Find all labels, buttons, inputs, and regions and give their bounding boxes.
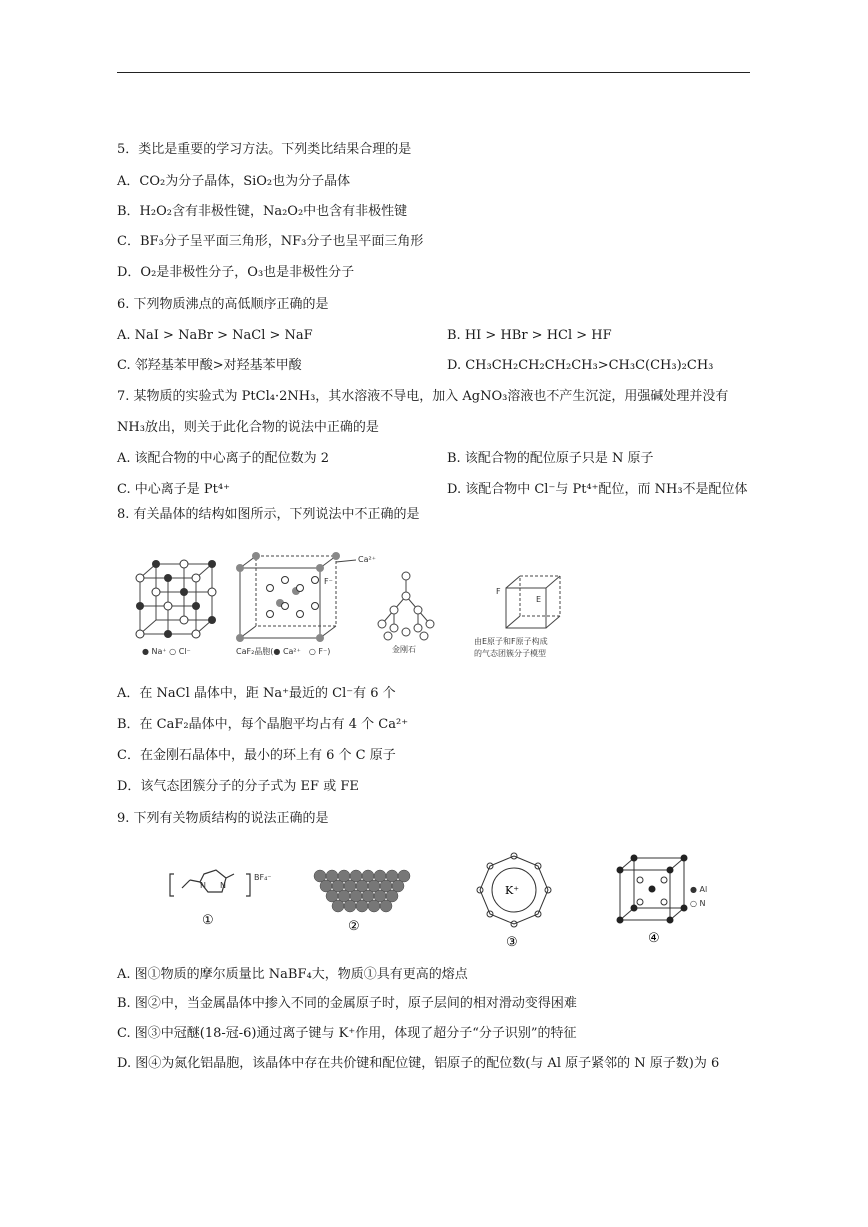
n-right-label: N	[220, 881, 226, 890]
fig1-number: ①	[202, 913, 214, 928]
q6-option-b[interactable]: B. HI > HBr > HCl > HF	[447, 328, 612, 343]
q7-stem-line2: NH₃放出，则关于此化合物的说法中正确的是	[117, 420, 379, 435]
q8-option-c[interactable]: C．在金刚石晶体中，最小的环上有 6 个 C 原子	[117, 748, 396, 763]
ef-caption-line1: 由E原子和F原子构成	[474, 637, 548, 646]
f-label: F⁻	[324, 577, 333, 586]
k-ion-label: K⁺	[505, 884, 520, 897]
q7-option-d[interactable]: D. 该配合物中 Cl⁻与 Pt⁴⁺配位，而 NH₃不是配位体	[447, 482, 748, 497]
q9-option-a[interactable]: A. 图①物质的摩尔质量比 NaBF₄大，物质①具有更高的熔点	[117, 967, 468, 982]
ef-caption-line2: 的气态团簇分子模型	[474, 649, 546, 658]
q9-option-b[interactable]: B. 图②中，当金属晶体中掺入不同的金属原子时，原子层间的相对滑动变得困难	[117, 996, 577, 1011]
ca-label: Ca²⁺	[358, 555, 376, 564]
q5-option-c[interactable]: C．BF₃分子呈平面三角形，NF₃分子也呈平面三角形	[117, 234, 424, 249]
q8-stem: 8. 有关晶体的结构如图所示，下列说法中不正确的是	[117, 507, 420, 522]
imidazolium-icon	[170, 870, 250, 896]
caf2-atoms-icon	[236, 552, 340, 642]
ef-cluster-icon	[506, 576, 560, 628]
q6-option-d[interactable]: D. CH₃CH₂CH₂CH₂CH₃>CH₃C(CH₃)₂CH₃	[447, 358, 714, 373]
diamond-label: 金刚石	[392, 645, 416, 654]
caf2-label: CaF₂晶胞(● Ca²⁺ ○ F⁻)	[236, 647, 331, 656]
q8-option-a[interactable]: A．在 NaCl 晶体中，距 Na⁺最近的 Cl⁻有 6 个	[117, 686, 396, 701]
q9-option-c[interactable]: C. 图③中冠醚(18-冠-6)通过离子键与 K⁺作用，体现了超分子“分子识别”的特征	[117, 1026, 577, 1041]
q8-crystal-figure	[130, 548, 590, 668]
q5-stem: 5．类比是重要的学习方法。下列类比结果合理的是	[117, 142, 412, 157]
e-atom-label: E	[536, 595, 542, 604]
bf4-label: BF₄⁻	[254, 873, 272, 882]
n-left-label: N	[200, 881, 206, 890]
q8-option-d[interactable]: D．该气态团簇分子的分子式为 EF 或 FE	[117, 779, 359, 794]
metal-layers-icon	[314, 870, 410, 912]
fig4-number: ④	[648, 931, 660, 946]
n-legend: ○ N	[690, 899, 706, 908]
nacl-atoms-icon	[136, 560, 216, 638]
q5-option-b[interactable]: B．H₂O₂含有非极性键，Na₂O₂中也含有非极性键	[117, 204, 408, 219]
q7-stem-line1: 7. 某物质的实验式为 PtCl₄·2NH₃，其水溶液不导电，加入 AgNO₃溶液也不产生沉淀，用强碱处理并没有	[117, 389, 729, 404]
fig2-number: ②	[348, 919, 360, 934]
aln-atoms-icon	[617, 855, 688, 924]
q7-option-b[interactable]: B. 该配合物的配位原子只是 N 原子	[447, 451, 654, 466]
header-rule	[117, 72, 750, 73]
q8-option-b[interactable]: B．在 CaF₂晶体中，每个晶胞平均占有 4 个 Ca²⁺	[117, 717, 409, 732]
al-legend: ● Al	[690, 885, 708, 894]
q5-option-a[interactable]: A．CO₂为分子晶体，SiO₂也为分子晶体	[117, 174, 351, 189]
q9-structure-figure	[160, 848, 720, 952]
nacl-legend: ● Na⁺ ○ Cl⁻	[142, 647, 191, 656]
q6-stem: 6. 下列物质沸点的高低顺序正确的是	[117, 297, 329, 312]
q9-option-d[interactable]: D. 图④为氮化铝晶胞，该晶体中存在共价键和配位键，铝原子的配位数(与 Al 原子紧邻的 N 原子数)为 6	[117, 1056, 720, 1071]
diamond-structure-icon	[378, 572, 434, 640]
nacl-lattice-icon	[140, 564, 212, 634]
fig3-number: ③	[506, 935, 518, 950]
q7-option-a[interactable]: A. 该配合物的中心离子的配位数为 2	[117, 451, 330, 466]
q7-option-c[interactable]: C. 中心离子是 Pt⁴⁺	[117, 482, 230, 497]
q6-option-c[interactable]: C. 邻羟基苯甲酸>对羟基苯甲酸	[117, 358, 302, 373]
q5-option-d[interactable]: D．O₂是非极性分子，O₃也是非极性分子	[117, 265, 355, 280]
f-atom-label: F	[496, 587, 501, 596]
q6-option-a[interactable]: A. NaI > NaBr > NaCl > NaF	[117, 328, 313, 343]
caf2-cell-icon	[240, 556, 356, 638]
q9-stem: 9. 下列有关物质结构的说法正确的是	[117, 811, 329, 826]
